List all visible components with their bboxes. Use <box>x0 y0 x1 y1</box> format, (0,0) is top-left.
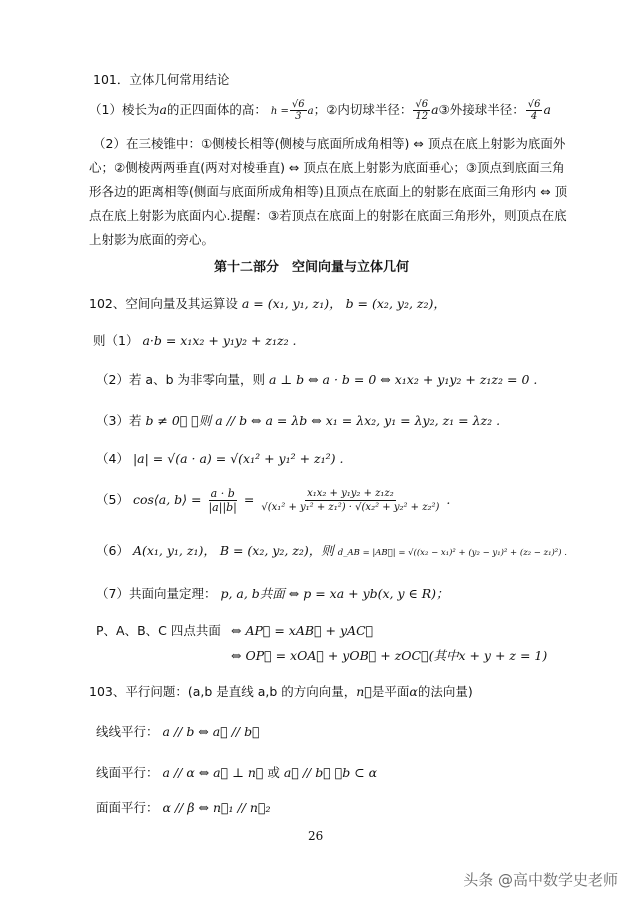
section-102-heading: 102、空间向量及其运算设 <box>89 296 238 311</box>
section-101-para2-line2: 心；②侧棱两两垂直(两对对棱垂直) ⇔ 顶点在底上射影为底面垂心；③顶点到底面三角 <box>89 160 565 175</box>
line-plane-label: 线面平行： <box>96 765 159 780</box>
item-5-den-2: √(x₁² + y₁² + z₁²) · √(x₂² + y₂² + z₂²) <box>261 502 440 513</box>
item-5-num-1: a · b <box>210 487 235 500</box>
height-den: 3 <box>295 111 302 122</box>
circumradius-num: √6 <box>527 99 541 110</box>
plane-alpha-symbol: α <box>409 684 418 699</box>
circumradius-den: 4 <box>530 111 538 122</box>
plane-plane-label: 面面平行： <box>96 800 159 815</box>
circumradius-fraction <box>526 99 543 122</box>
item-7-label: （7）共面向量定理： <box>96 586 217 601</box>
item-4-formula: |a| = √(a · a) = √(x₁² + y₁² + z₁²) . <box>132 451 344 466</box>
coplanar-formula-2: ⇔ OP⃗ = xOA⃗ + yOB⃗ + zOC⃗(其中x + y + z = 1) <box>231 648 548 663</box>
item-1-label: 则（1） <box>93 333 139 348</box>
normal-vector-symbol: n⃗ <box>356 684 372 699</box>
line-plane-or: 或 <box>267 765 280 780</box>
section-103-heading-mid: 是平面 <box>371 684 410 699</box>
item-2-formula: a ⊥ b ⇔ a · b = 0 ⇔ x₁x₂ + y₁y₂ + z₁z₂ = 0 . <box>268 372 538 387</box>
item-6-point-b: B = (x₂, y₂, z₂)，则 <box>219 543 334 558</box>
item-6-distance-formula: d_AB = |AB⃗| = √((x₂ − x₁)² + (y₂ − y₁)² + (z₂ − z₁)²) . <box>337 548 567 558</box>
item-5-den-1: |a||b| <box>208 501 237 514</box>
height-tail: a <box>307 106 314 117</box>
item-5-fraction-1 <box>206 487 238 514</box>
item-5-label: （5） <box>96 492 129 507</box>
vector-a-def: a = (x₁, y₁, z₁)， <box>241 296 342 311</box>
section-103-heading-end: 的法向量) <box>417 684 473 699</box>
coplanar-formula-1: ⇔ AP⃗ = xAB⃗ + yAC⃗ <box>231 623 374 638</box>
height-lhs: h = <box>270 106 289 117</box>
item-5-fraction-2 <box>259 487 441 514</box>
item-5-num-2: x₁x₂ + y₁y₂ + z₁z₂ <box>307 488 394 499</box>
height-fraction <box>290 99 307 122</box>
line1-text-b: 的正四面体的高： <box>166 102 267 117</box>
part-12-title: 第十二部分 空间向量与立体几何 <box>214 260 410 275</box>
section-102-heading-line <box>89 296 446 312</box>
section-101-para2-line5: 上射影为底面的旁心。 <box>89 232 215 247</box>
inradius-den: 12 <box>415 111 429 122</box>
line1-var: a <box>159 102 167 117</box>
inradius-tail: a <box>431 102 439 117</box>
line1-text-a: （1）棱长为 <box>89 102 160 117</box>
line-line-label: 线线平行： <box>96 724 159 739</box>
line-line-parallel <box>96 724 260 740</box>
item-3-formula: b ≠ 0⃗ ，则 a // b ⇔ a = λb ⇔ x₁ = λx₂, y₁ = λy₂, z₁ = λz₂ . <box>145 413 501 428</box>
section-101-line1 <box>89 99 551 122</box>
item-1 <box>93 333 297 349</box>
item-6-point-a: A(x₁, y₁, z₁)， <box>132 543 216 558</box>
item-5-end: . <box>446 492 451 507</box>
height-num: √6 <box>291 99 305 110</box>
item-4-label: （4） <box>96 451 129 466</box>
line-plane-parallel <box>96 765 377 781</box>
section-101-para2-line4: 点在底上射影为底面内心.提醒：③若顶点在底面上的射影在底面三角形外，则顶点在底 <box>89 208 567 223</box>
item-1-formula: a·b = x₁x₂ + y₁y₂ + z₁z₂ . <box>142 333 297 348</box>
item-7-formula: p, a, b共面 ⇔ p = xa + yb(x, y ∈ R)； <box>220 586 449 601</box>
item-5 <box>96 487 450 514</box>
item-5-eq: = <box>243 492 255 507</box>
line1-text-d: ③外接球半径： <box>438 102 525 117</box>
inradius-fraction <box>413 99 430 122</box>
item-2 <box>96 372 537 388</box>
page-number: 26 <box>308 829 324 843</box>
vector-b-def: b = (x₂, y₂, z₂)， <box>345 296 446 311</box>
section-101-para2-line1: （2）在三棱锥中：①侧棱长相等(侧棱与底面所成角相等) ⇔ 顶点在底上射影为底面外 <box>93 136 566 151</box>
item-5-lhs: cos⟨a, b⟩ = <box>132 492 202 507</box>
line-plane-formula: a // α ⇔ a⃗ ⊥ n⃗ <box>162 765 264 780</box>
line-plane-formula-2: a⃗ // b⃗ ，b ⊂ α <box>283 765 378 780</box>
item-4 <box>96 451 343 467</box>
item-2-label: （2）若 a、b 为非零向量，则 <box>96 372 265 387</box>
section-101-heading: 101．立体几何常用结论 <box>93 72 230 87</box>
circumradius-tail: a <box>543 102 551 117</box>
section-103-heading-line <box>89 684 473 700</box>
item-3 <box>96 413 500 429</box>
coplanar-label: P、A、B、C 四点共面 <box>96 623 221 638</box>
section-101-para2-line3: 形各边的距离相等(侧面与底面所成角相等)且顶点在底面上的射影在底面三角形内 ⇔ 顶 <box>89 184 568 199</box>
section-103-heading: 103、平行问题：(a,b 是直线 a,b 的方向向量， <box>89 684 357 699</box>
watermark: 头条 @高中数学史老师 <box>463 871 618 889</box>
item-7 <box>96 586 449 602</box>
plane-plane-parallel <box>96 800 270 816</box>
line1-text-c: ；②内切球半径： <box>313 102 413 117</box>
item-6 <box>96 543 567 561</box>
line-line-formula: a // b ⇔ a⃗ // b⃗ <box>162 724 260 739</box>
plane-plane-formula: α // β ⇔ n⃗₁ // n⃗₂ <box>162 800 271 815</box>
inradius-num: √6 <box>415 99 429 110</box>
item-3-label: （3）若 <box>96 413 142 428</box>
item-6-label: （6） <box>96 543 129 558</box>
